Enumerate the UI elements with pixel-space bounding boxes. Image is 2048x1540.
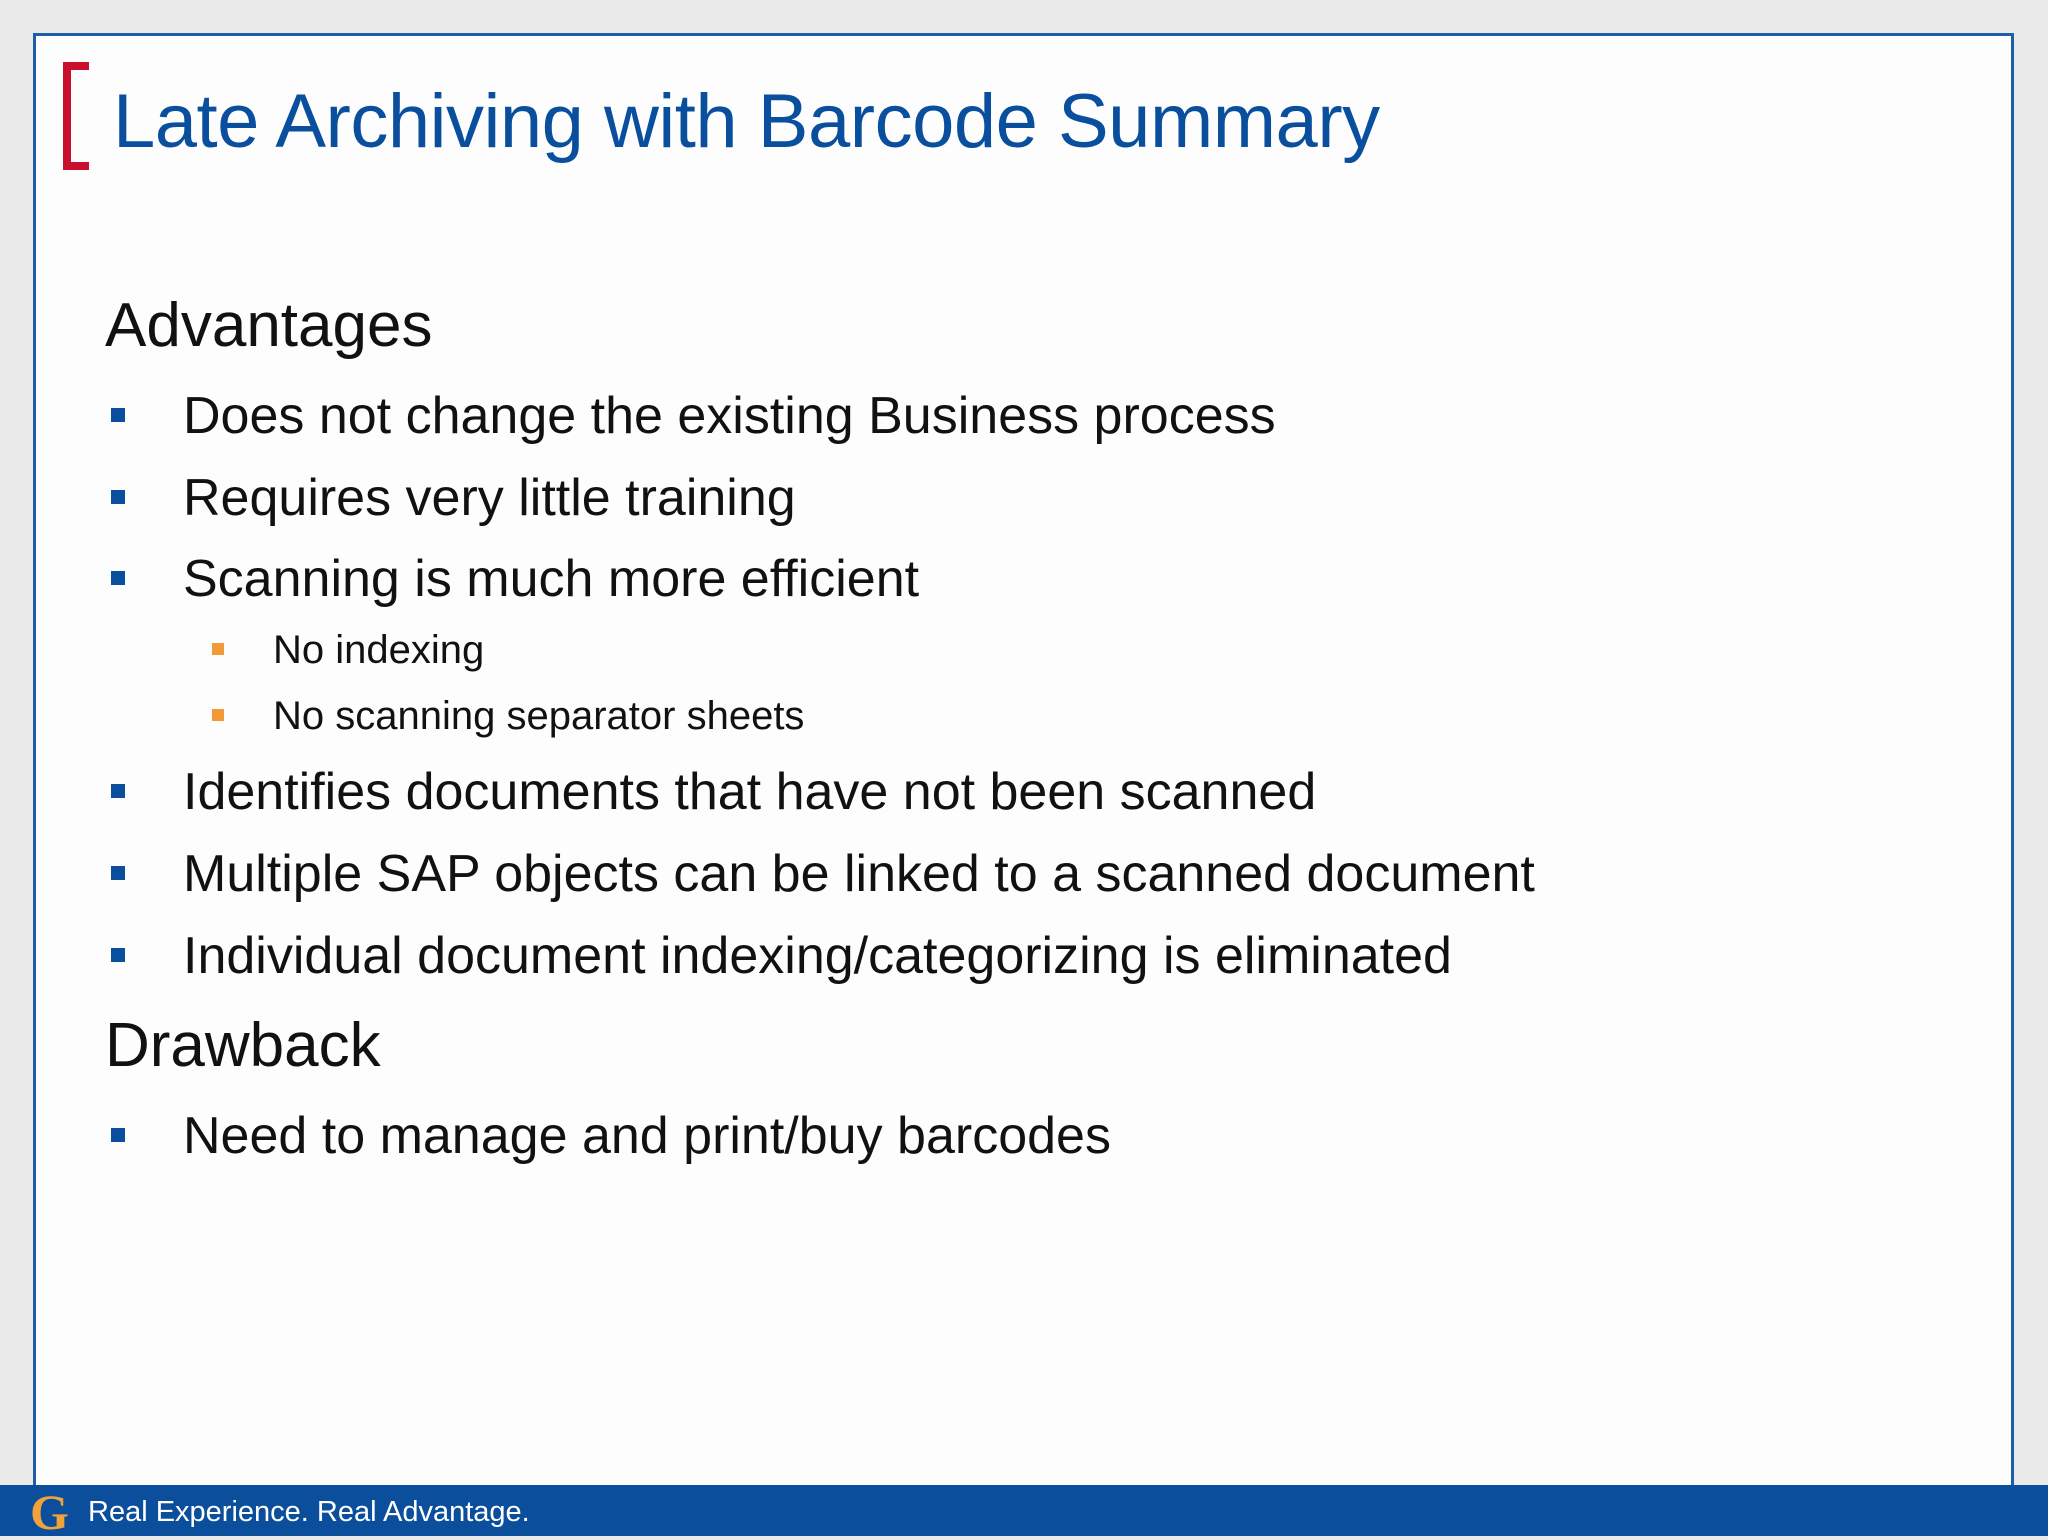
slide-title: Late Archiving with Barcode Summary [113, 79, 1380, 164]
title-bracket-icon [63, 62, 89, 170]
square-bullet-icon [111, 784, 125, 798]
square-bullet-icon [111, 948, 125, 962]
advantages-item-text: Requires very little training [183, 469, 796, 527]
advantages-item-text: Scanning is much more efficient [183, 550, 920, 608]
drawback-item-text: Need to manage and print/buy barcodes [183, 1107, 1111, 1165]
advantages-subitem-text: No indexing [273, 628, 485, 672]
advantages-subitem-text: No scanning separator sheets [273, 694, 805, 738]
advantages-item-text: Identifies documents that have not been scanned [183, 763, 1317, 821]
company-logo: G [30, 1484, 69, 1540]
advantages-item-text: Multiple SAP objects can be linked to a scanned document [183, 845, 1535, 903]
square-bullet-icon [111, 490, 125, 504]
advantages-item-text: Does not change the existing Business process [183, 387, 1276, 445]
advantages-item-text: Individual document indexing/categorizing is eliminated [183, 927, 1452, 985]
square-bullet-icon [111, 408, 125, 422]
square-bullet-icon [111, 571, 125, 585]
square-bullet-icon [111, 866, 125, 880]
footer-bar [0, 1484, 2048, 1540]
drawback-heading: Drawback [105, 1011, 381, 1080]
square-subbullet-icon [212, 709, 224, 721]
square-bullet-icon [111, 1128, 125, 1142]
advantages-heading: Advantages [105, 291, 433, 360]
footer-tagline: Real Experience. Real Advantage. [88, 1496, 530, 1528]
square-subbullet-icon [212, 643, 224, 655]
